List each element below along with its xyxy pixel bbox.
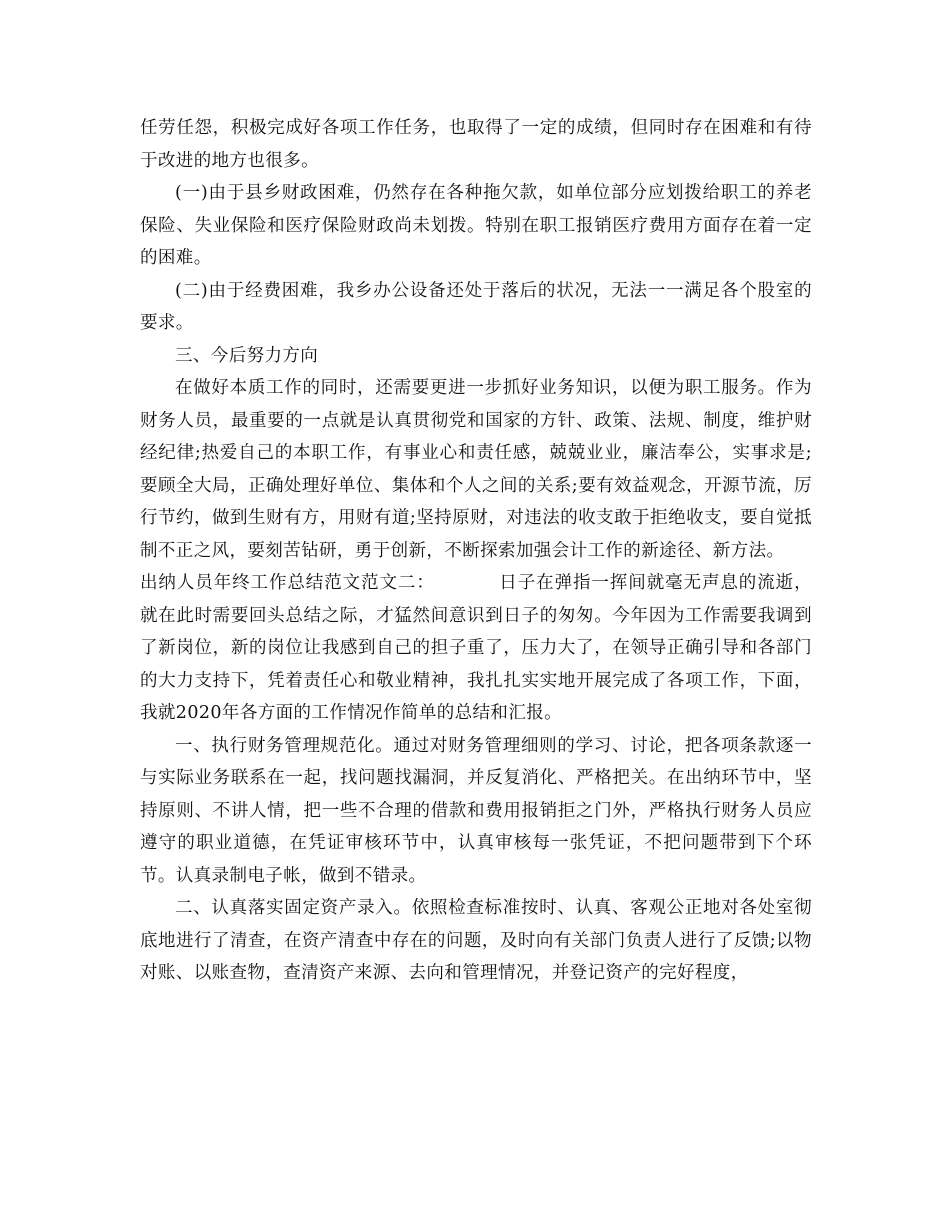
paragraph-continuation: 任劳任怨，积极完成好各项工作任务，也取得了一定的成绩，但同时存在困难和有待于改进的地方也很多。 <box>140 118 812 171</box>
paragraph-item-one: (一)由于县乡财政困难，仍然存在各种拖欠款，如单位部分应划拨给职工的养老保险、失业保险和医疗保险财政尚未划拨。特别在职工报销医疗费用方面存在着一定的困难。 <box>140 183 812 268</box>
sample-two-title: 出纳人员年终工作总结范文范文二： <box>140 573 435 593</box>
paragraph-sample-two <box>140 567 812 730</box>
paragraph-direction-body: 在做好本质工作的同时，还需要更进一步抓好业务知识，以便为职工服务。作为财务人员，最重要的一点就是认真贯彻党和国家的方针、政策、法规、制度，维护财经纪律;热爱自己的本职工作，有事业心和责任感，兢兢业业，廉洁奉公，实事求是;要顾全大局，正确处理好单位、集体和个人之间的关系;要有效益观念，开源节流，厉行节约，做到生财有方，用财有道;坚持原财，对违法的收支敢于拒绝收支，要自觉抵制不正之风，要刻苦钻研，勇于创新，不断探索加强会计工作的新途径、新方法。 <box>140 378 812 561</box>
paragraph-point-one: 一、执行财务管理规范化。通过对财务管理细则的学习、讨论，把各项条款逐一与实际业务联系在一起，找问题找漏洞，并反复消化、严格把关。在出纳环节中，坚持原则、不讲人情，把一些不合理的借款和费用报销拒之门外，严格执行财务人员应遵守的职业道德，在凭证审核环节中，认真审核每一张凭证，不把问题带到下个环节。认真录制电子帐，做到不错录。 <box>140 735 812 886</box>
sample-two-intro: 日子在弹指一挥间就毫无声息的流逝，就在此时需要回头总结之际，才猛然间意识到日子的匆匆。今年因为工作需要我调到了新岗位，新的岗位让我感到自己的担子重了，压力大了，在领导正确引导和各部门的大力支持下，凭着责任心和敬业精神，我扎扎实实地开展完成了各项工作，下面，我就2020年各方面的工作情况作简单的总结和汇报。 <box>140 573 812 723</box>
paragraph-item-two: (二)由于经费困难，我乡办公设备还处于落后的状况，无法一一满足各个股室的要求。 <box>140 280 812 333</box>
paragraph-point-two: 二、认真落实固定资产录入。依照检查标准按时、认真、客观公正地对各处室彻底地进行了清查，在资产清查中存在的问题，及时向有关部门负责人进行了反馈;以物对账、以账查物，查清资产来源、去向和管理情况，并登记资产的完好程度， <box>140 898 812 983</box>
section-heading-direction: 三、今后努力方向 <box>175 345 319 366</box>
document-body <box>140 112 812 990</box>
